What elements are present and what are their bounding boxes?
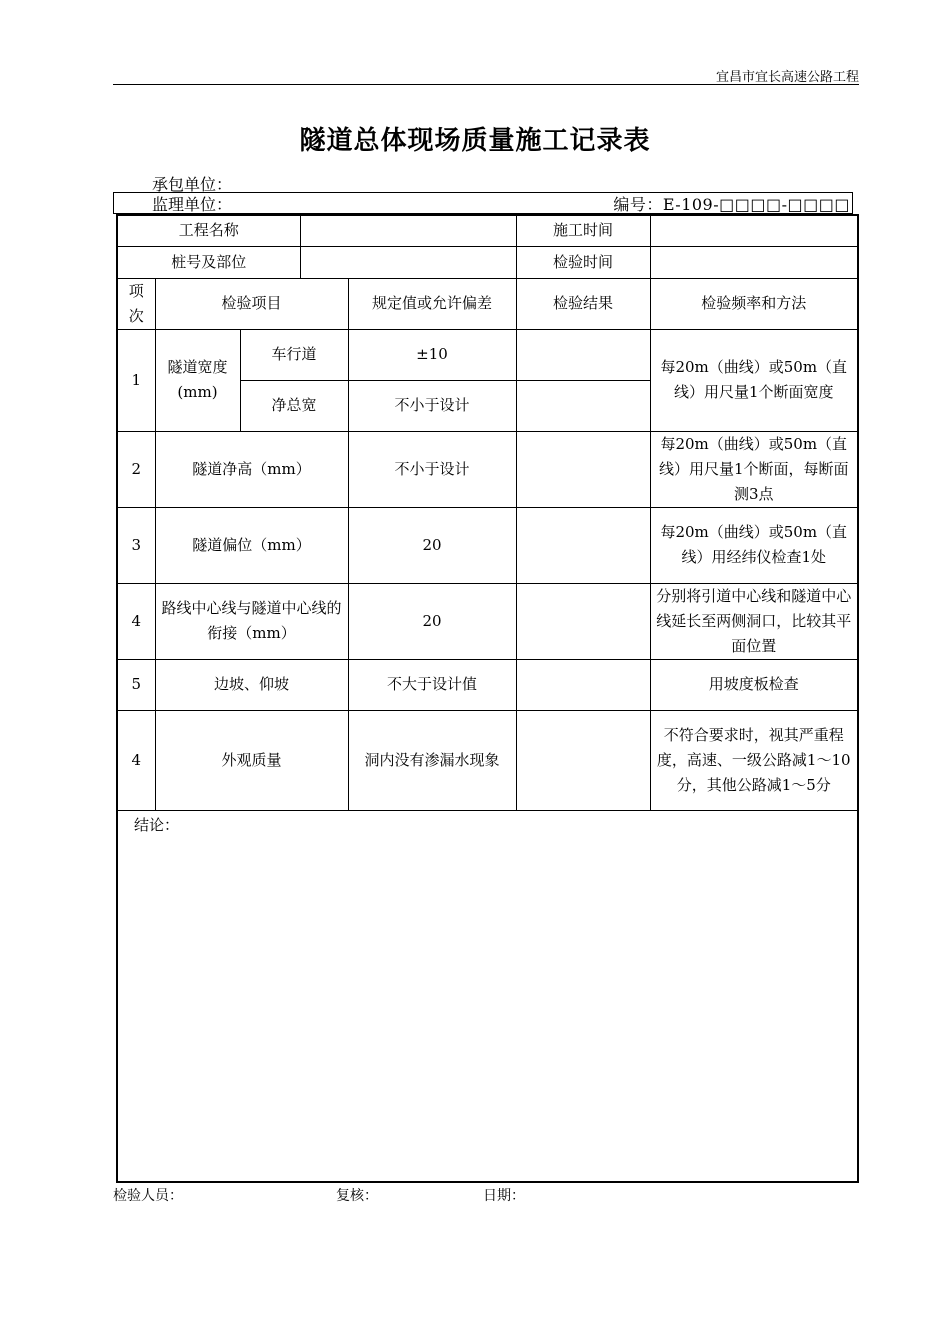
table-row [117,507,858,583]
conclusion-label: 结论： [134,815,180,834]
project-name-label: 工程名称 [117,215,300,246]
row-item: 隧道宽度(mm) [155,329,240,431]
table-row [117,431,858,507]
row-no: 1 [117,329,155,431]
row-method: 每20m（曲线）或50m（直线）用尺量1个断面，每断面测3点 [650,431,858,507]
col-header-method: 检验频率和方法 [650,278,858,329]
row-no: 5 [117,659,155,710]
table-row [117,583,858,659]
contractor-label: 承包单位： [152,175,233,194]
row-result-field[interactable] [516,380,650,431]
row-no: 4 [117,710,155,810]
inspection-time-label: 检验时间 [516,246,650,278]
row-spec: 20 [348,583,516,659]
construction-time-field[interactable] [650,215,858,246]
form-code: 编号：E-109-□□□□-□□□□ [613,195,850,214]
col-header-spec: 规定值或允许偏差 [348,278,516,329]
col-header-item: 检验项目 [155,278,348,329]
row-no: 4 [117,583,155,659]
row-item: 外观质量 [155,710,348,810]
row-result-field[interactable] [516,329,650,380]
row-result-field[interactable] [516,659,650,710]
header-divider [113,84,859,85]
row-item: 隧道偏位（mm） [155,507,348,583]
row-result-field[interactable] [516,507,650,583]
conclusion-row [117,810,858,1182]
col-header-result: 检验结果 [516,278,650,329]
table-row [117,329,858,380]
row-result-field[interactable] [516,583,650,659]
row-method: 每20m（曲线）或50m（直线）用尺量1个断面宽度 [650,329,858,431]
row-item: 边坡、仰坡 [155,659,348,710]
form-title: 隧道总体现场质量施工记录表 [299,126,651,156]
row-no: 3 [117,507,155,583]
construction-time-label: 施工时间 [516,215,650,246]
inspection-table [116,214,859,1183]
table-row [117,710,858,810]
inspector-label: 检验人员： [113,1188,183,1204]
supervisor-bar [113,192,853,214]
info-row-project [117,215,858,246]
row-result-field[interactable] [516,431,650,507]
row-item: 路线中心线与隧道中心线的衔接（mm） [155,583,348,659]
station-label: 桩号及部位 [117,246,300,278]
row-spec: ±10 [348,329,516,380]
table-row [117,659,858,710]
project-name-header: 宜昌市宜长高速公路工程 [715,70,859,85]
inspection-time-field[interactable] [650,246,858,278]
col-header-no: 项次 [117,278,155,329]
date-label: 日期： [483,1188,525,1204]
row-item: 隧道净高（mm） [155,431,348,507]
row-spec: 洞内没有渗漏水现象 [348,710,516,810]
row-result-field[interactable] [516,710,650,810]
info-row-station [117,246,858,278]
column-header-row [117,278,858,329]
row-spec: 20 [348,507,516,583]
project-name-field[interactable] [300,215,516,246]
row-spec: 不小于设计 [348,431,516,507]
supervisor-label: 监理单位： [152,195,233,214]
row-subitem: 净总宽 [240,380,348,431]
row-method: 分别将引道中心线和隧道中心线延长至两侧洞口，比较其平面位置 [650,583,858,659]
row-method: 不符合要求时，视其严重程度，高速、一级公路减1～10分，其他公路减1～5分 [650,710,858,810]
row-spec: 不大于设计值 [348,659,516,710]
row-method: 每20m（曲线）或50m（直线）用经纬仪检查1处 [650,507,858,583]
conclusion-field[interactable] [117,810,858,1182]
row-subitem: 车行道 [240,329,348,380]
reviewer-label: 复核： [336,1188,378,1204]
row-spec: 不小于设计 [348,380,516,431]
row-no: 2 [117,431,155,507]
station-field[interactable] [300,246,516,278]
row-method: 用坡度板检查 [650,659,858,710]
